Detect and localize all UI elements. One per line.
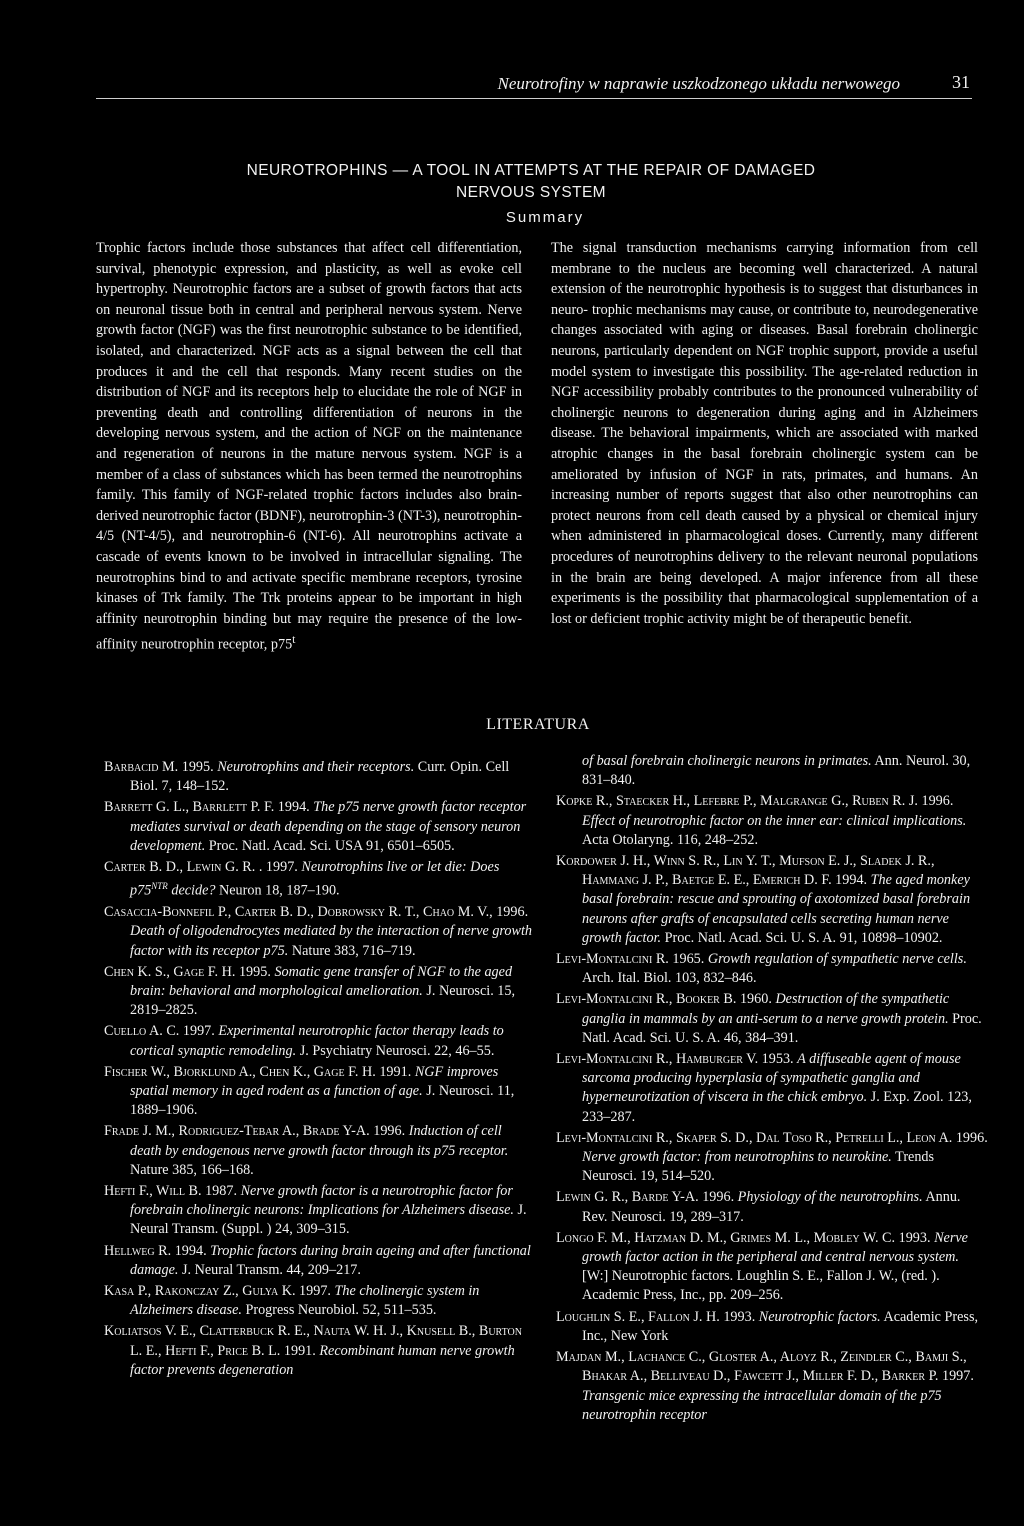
reference-authors: Frade J. M., Rodriguez-Tebar A., Brade Y-A. 1996. xyxy=(104,1123,409,1140)
reference-item xyxy=(556,1050,988,1127)
reference-source: Nature 383, 716–719. xyxy=(288,942,416,959)
summary-left-text: Trophic factors include those substances that affect cell differentiation, survival, phenotypic expression, and plasticity, as well as evoke cell hypertrophy. Neurotrophic factors are a subset of growth factors that acts on neuronal tissue both in central and peripheral nervous system. Nerve growth factor (NGF) was the first neurotrophic substance to be identified, isolated, and characterized. NGF acts as a signal between the cell that produces it and the cell that responds. Many recent studies on the distribution of NGF and its receptors help to elucidate the role of NGF in preventing death and controlling differentiation of neurons in the developing nervous system, and the action of NGF on the maintenance and regeneration of neurons in the mature nervous system. NGF is a member of a class of substances which has been termed the neurotrophins family. This family of NGF-related trophic factors includes also brain-derived neurotrophic factor (BDNF), neurotrophin-3 (NT-3), neurotrophin-4/5 (NT-4/5), and neurotrophin-6 (NT-6). All neurotrophins activate a cascade of events known to be involved in intracellular signaling. The neurotrophins bind to and activate specific membrane receptors, tyrosine kinases of Trk family. The Trk proteins appear to be important in high affinity neurotrophin binding but may require the presence of the low-affinity neurotrophin receptor, p75 xyxy=(96,240,522,654)
reference-source: Arch. Ital. Biol. 103, 832–846. xyxy=(582,970,757,987)
reference-authors: Casaccia-Bonnefil P., Carter B. D., Dobrowsky R. T., Chao M. V., 1996. xyxy=(104,904,529,921)
reference-authors: Levi-Montalcini R., Booker B. 1960. xyxy=(556,991,776,1008)
reference-item xyxy=(104,858,534,901)
reference-source: Curr. Opin. Cell Biol. 7, 148–152. xyxy=(130,759,510,795)
reference-title: Nerve growth factor action in the peripheral and central nervous system. xyxy=(582,1229,968,1266)
reference-item xyxy=(104,1022,534,1060)
reference-source: Proc. Natl. Acad. Sci. U. S. A. 46, 384–391. xyxy=(582,1010,982,1046)
reference-title-cont: decide? xyxy=(167,882,216,899)
reference-authors: Hellweg R. 1994. xyxy=(104,1242,211,1259)
reference-title: Transgenic mice expressing the intracellular domain of the p75 neurotrophin receptor xyxy=(582,1387,942,1423)
reference-authors: Cuello A. C. 1997. xyxy=(104,1023,219,1040)
page-number: 31 xyxy=(952,72,970,92)
reference-authors: Carter B. D., Lewin G. R. . 1997. xyxy=(104,859,302,876)
reference-source: Ann. Neurol. 30, 831–840. xyxy=(582,753,971,789)
reference-source: Trends Neurosci. 19, 514–520. xyxy=(582,1149,935,1185)
reference-item xyxy=(556,1229,988,1306)
reference-title-superscript: NTR xyxy=(151,881,168,892)
reference-authors: Longo F. M., Hatzman D. M., Grimes M. L., Mobley W. C. 1993. xyxy=(556,1229,935,1246)
reference-authors: Levi-Montalcini R., Skaper S. D., Dal Toso R., Petrelli L., Leon A. 1996. xyxy=(556,1129,988,1146)
reference-title: Induction of cell death by endogenous nerve growth factor through its p75 receptor. xyxy=(130,1123,509,1159)
reference-title: Experimental neurotrophic factor therapy leads to cortical synaptic remodeling. xyxy=(130,1023,504,1059)
reference-authors: Levi-Montalcini R. 1965. xyxy=(556,951,708,968)
reference-source: Annu. Rev. Neurosci. 19, 289–317. xyxy=(582,1189,961,1225)
reference-title: NGF improves spatial memory in aged rodent as a function of age. xyxy=(130,1063,499,1099)
reference-item xyxy=(104,1063,534,1121)
running-header xyxy=(96,72,972,99)
reference-authors: Chen K. S., Gage F. H. 1995. xyxy=(104,963,275,980)
reference-authors: Kordower J. H., Winn S. R., Lin Y. T., Mufson E. J., Sladek J. R., Hammang J. P., Baetge E. E., Emerich D. F. 1994. xyxy=(556,853,935,889)
reference-item xyxy=(104,758,534,796)
summary-heading: Summary xyxy=(505,209,585,226)
literature-heading: LITERATURA xyxy=(486,716,590,733)
reference-authors: Levi-Montalcini R., Hamburger V. 1953. xyxy=(556,1051,798,1068)
article-title-line-2: NERVOUS SYSTEM xyxy=(455,184,606,201)
reference-authors: Barbacid M. 1995. xyxy=(104,759,218,775)
reference-title: of basal forebrain cholinergic neurons in primates. xyxy=(582,753,872,769)
reference-item xyxy=(556,1188,988,1226)
reference-title: A diffuseable agent of mouse sarcoma producing hyperplasia of sympathetic ganglia and hyperneurotization of viscera in the chick embryo. xyxy=(582,1051,961,1106)
reference-item xyxy=(104,1182,534,1240)
reference-item xyxy=(104,798,534,856)
summary-left-column xyxy=(96,238,522,656)
reference-authors: Kopke R., Staecker H., Lefebre P., Malgrange G., Ruben R. J. 1996. xyxy=(556,793,954,810)
reference-source: Progress Neurobiol. 52, 511–535. xyxy=(241,1302,437,1319)
reference-title: Somatic gene transfer of NGF to the aged brain: behavioral and morphological amelioration. xyxy=(130,963,513,999)
reference-authors: Koliatsos V. E., Clatterbuck R. E., Nauta W. H. J., Knusell B., Burton L. E., Hefti F., Price B. L. 1991. xyxy=(104,1323,522,1359)
reference-source: Acta Otolaryng. 116, 248–252. xyxy=(582,831,758,848)
reference-source: J. Neurosci. 15, 2819–2825. xyxy=(130,982,516,1019)
reference-source: Proc. Natl. Acad. Sci. U. S. A. 91, 10898–10902. xyxy=(661,929,943,946)
reference-source: J. Neurosci. 11, 1889–1906. xyxy=(130,1082,515,1119)
reference-item xyxy=(556,852,988,948)
reference-title: Recombinant human nerve growth factor prevents degeneration xyxy=(130,1342,515,1378)
reference-item xyxy=(556,1348,988,1425)
reference-title: Nerve growth factor is a neurotrophic factor for forebrain cholinergic neurons: Implications for Alzheimers disease. xyxy=(130,1183,514,1219)
reference-source: Academic Press, Inc., New York xyxy=(582,1308,979,1344)
reference-item xyxy=(556,1129,988,1187)
reference-title: The cholinergic system in Alzheimers disease. xyxy=(130,1283,480,1319)
reference-source: [W:] Neurotrophic factors. Loughlin S. E., Fallon J. W., (red. ). Academic Press, Inc., pp. 209–256. xyxy=(582,1268,940,1304)
reference-title: Nerve growth factor: from neurotrophins to neurokine. xyxy=(582,1149,892,1166)
reference-authors: Lewin G. R., Barde Y-A. 1996. xyxy=(556,1189,738,1206)
reference-authors: Barrett G. L., Barrlett P. F. 1994. xyxy=(104,799,314,816)
reference-item xyxy=(104,1282,534,1320)
reference-title: Neurotrophins live or let die: Does p75 xyxy=(130,859,500,899)
reference-item xyxy=(104,903,534,961)
reference-item xyxy=(556,990,988,1048)
reference-item xyxy=(556,792,988,850)
reference-source: Nature 385, 166–168. xyxy=(130,1161,254,1178)
reference-authors: Fischer W., Bjorklund A., Chen K., Gage F. H. 1991. xyxy=(104,1063,415,1080)
reference-title: Neurotrophins and their receptors. xyxy=(217,759,415,775)
reference-item xyxy=(104,1322,534,1380)
reference-source: J. Neural Transm. 44, 209–217. xyxy=(178,1261,361,1278)
references-right-column xyxy=(556,752,988,1427)
reference-title: Growth regulation of sympathetic nerve cells. xyxy=(707,951,967,968)
reference-source: Proc. Natl. Acad. Sci. USA 91, 6501–6505. xyxy=(205,837,455,854)
article-title xyxy=(96,160,966,204)
reference-title: Effect of neurotrophic factor on the inner ear: clinical implications. xyxy=(582,812,967,829)
reference-authors: Hefti F., Will B. 1987. xyxy=(104,1183,241,1199)
reference-item xyxy=(556,950,988,988)
reference-item xyxy=(556,1308,988,1346)
reference-title: Neurotrophic factors. xyxy=(758,1308,881,1325)
reference-source: J. Exp. Zool. 123, 233–287. xyxy=(582,1089,972,1125)
reference-title: The p75 nerve growth factor receptor mediates survival or death depending on the stage of sensory neuron development. xyxy=(130,799,527,854)
reference-title: Death of oligodendrocytes mediated by the interaction of nerve growth factor with its receptor p75. xyxy=(130,923,533,959)
reference-item xyxy=(104,1122,534,1180)
reference-title: Physiology of the neurotrophins. xyxy=(737,1189,923,1206)
reference-source: J. Psychiatry Neurosci. 22, 46–55. xyxy=(296,1042,495,1059)
reference-item xyxy=(104,1242,534,1280)
reference-source: J. Neural Transm. (Suppl. ) 24, 309–315. xyxy=(130,1202,527,1238)
reference-source: Neuron 18, 187–190. xyxy=(215,882,340,899)
reference-title: The aged monkey basal forebrain: rescue and sprouting of axotomized basal forebrain neurons after grafts of encapsulated cells secreting human nerve growth factor. xyxy=(582,872,971,946)
reference-item xyxy=(104,963,534,1021)
running-title: Neurotrofiny w naprawie uszkodzonego układu nerwowego xyxy=(497,74,900,93)
reference-authors: Kasa P., Rakonczay Z., Gulya K. 1997. xyxy=(104,1283,335,1300)
reference-authors: Loughlin S. E., Fallon J. H. 1993. xyxy=(556,1308,759,1325)
reference-title: Trophic factors during brain ageing and after functional damage. xyxy=(130,1242,531,1278)
article-title-line-1: NEUROTROPHINS — A TOOL IN ATTEMPTS AT THE REPAIR OF DAMAGED xyxy=(246,162,816,179)
summary-right-column: The signal transduction mechanisms carrying information from cell membrane to the nucleus are becoming well characterized. A natural extension of the neurotrophic hypothesis is to suggest that disturbances in neuro- trophic mechanisms may cause, or contribute to, neurodegenerative changes associated with aging or diseases. Basal forebrain cholinergic neurons, particularly dependent on NGF trophic support, provide a useful model system to investigate this possibility. The age-related reduction in NGF accessibility probably contributes to the pronounced vulnerability of cholinergic neurons to degeneration during aging and in Alzheimers disease. The behavioral impairments, which are associated with marked atrophic changes in the basal forebrain cholinergic system can be ameliorated by infusion of NGF in rats, primates, and humans. An increasing number of reports suggest that also other neurotrophins can protect neurons from cell death caused by a physical or chemical injury when administered in pharmacological doses. Currently, many different procedures of neurotrophins delivery to the relevant neuronal populations in the brain are being developed. A major inference from all these experiments is the possibility that pharmacological supplementation of a lost or deficient trophic activity might be of therapeutic benefit. xyxy=(551,240,978,627)
reference-title: Destruction of the sympathetic ganglia in mammals by an anti-serum to a nerve growth protein. xyxy=(582,991,950,1027)
references-left-column xyxy=(104,758,534,1382)
reference-continuation xyxy=(556,752,988,790)
reference-authors: Majdan M., Lachance C., Gloster A., Aloyz R., Zeindler C., Bamji S., Bhakar A., Belliveau D., Fawcett J., Miller F. D., Barker P. 1997. xyxy=(556,1349,974,1385)
summary-left-superscript: t xyxy=(292,632,296,647)
